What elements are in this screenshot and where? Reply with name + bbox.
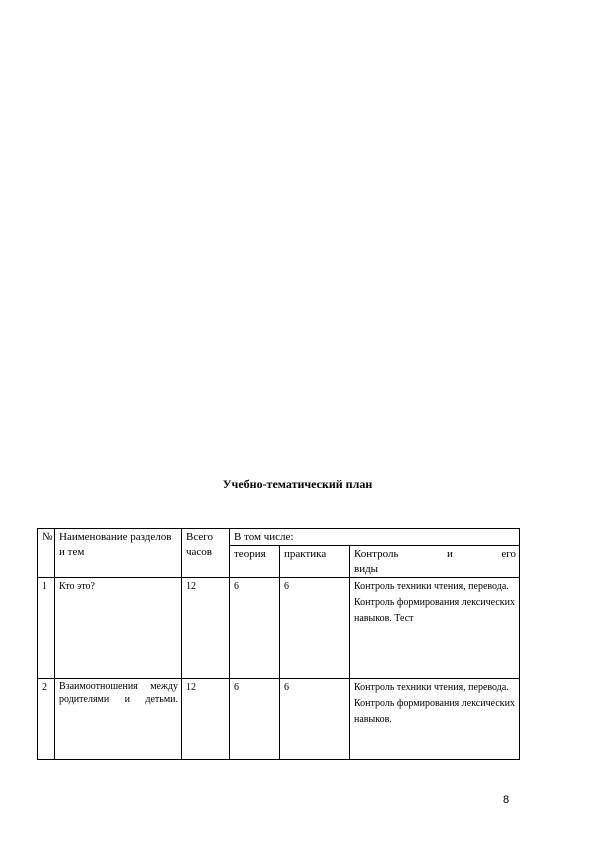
header-theory: теория [230, 546, 280, 578]
row-name [55, 679, 182, 760]
row-name-text: Взаимоотношения между родителями и детьми. [59, 681, 178, 705]
table-row [38, 578, 520, 679]
header-control-word: и [446, 548, 453, 560]
row-total: 12 [182, 679, 230, 760]
row-control: Контроль техники чтения, перевода. Контроль формирования лексических навыков. [350, 679, 520, 760]
row-num: 2 [38, 679, 55, 760]
curriculum-table [37, 528, 520, 760]
row-control: Контроль техники чтения, перевода. Контроль формирования лексических навыков. Тест [350, 578, 520, 679]
header-practice: практика [280, 546, 350, 578]
document-title: Учебно-тематический план [222, 477, 373, 491]
header-control-word: его [501, 548, 516, 560]
table-header-row [38, 529, 520, 546]
row-total: 12 [182, 578, 230, 679]
row-theory: 6 [230, 578, 280, 679]
header-total: Всего часов [182, 529, 230, 578]
table-row [38, 679, 520, 760]
header-control-word: виды [354, 563, 379, 575]
page-number: 8 [503, 794, 510, 806]
header-control-word: Контроль [354, 548, 399, 560]
header-control [350, 546, 520, 578]
header-including: В том числе: [230, 529, 520, 546]
header-name: Наименование разделов и тем [55, 529, 182, 578]
row-practice: 6 [280, 679, 350, 760]
row-name: Кто это? [55, 578, 182, 679]
header-num: № [38, 529, 55, 578]
row-theory: 6 [230, 679, 280, 760]
row-num: 1 [38, 578, 55, 679]
row-practice: 6 [280, 578, 350, 679]
